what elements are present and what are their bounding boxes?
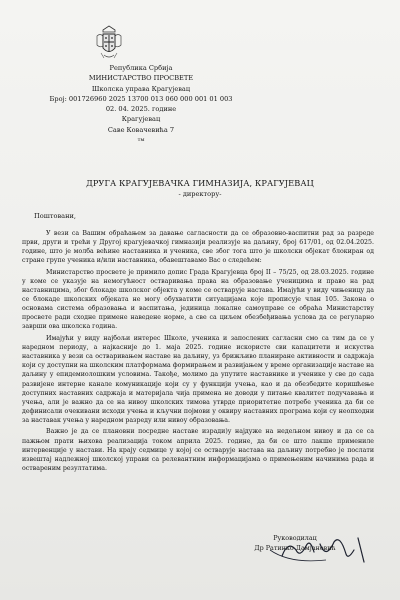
address: Саве Ковачевића 7: [107, 125, 175, 134]
ministry-name: МИНИСТАРСТВО ПРОСВЕТЕ: [88, 74, 194, 83]
reference-number: Број: 001726960 2025 13700 013 060 000 001 01 003: [49, 94, 233, 103]
coat-of-arms-icon: [94, 24, 124, 62]
office-name: Школска управа Крагујевац: [91, 84, 191, 93]
recipient-role: - директору-: [178, 190, 222, 198]
paragraph: Важно је да се плановни посредне наставе изради)у најдуже на недељном нивоу и да се са пажњом прати њихова реализација током априла 2025. године, да би се што лакше примениле интервенције у настави. На крају седмице у којој се остварује настава на даљину потребно је послати извештај надлежној школској управи са релевантним информацијама о примењеним начинима рада и оствареним резултатима.: [22, 428, 374, 472]
signatory-title: Руководилац: [273, 534, 317, 542]
letter-body: [22, 229, 374, 475]
tm-mark: тм: [137, 137, 145, 144]
city: Крагујевац: [121, 115, 161, 124]
greeting: Поштовани,: [34, 212, 76, 220]
paragraph: Министарство просвете је примило допис Града Крагујевца број II – 75/25, од 28.03.2025. године у коме се указује на немогућност остваривања права на образовање ученицима и право на рад наставницима, због блокаде школског објекта у коме се остварује настава. Имајући у виду чињеницу да се блокаде школских објеката не могу обухватити ситуацијама које прописује члан 105. Закона о основама система образовања и васпитања, јединица локалне самоуправе се обраћа Министарству просвете ради сходне примене наведене норме, а све са циљем обезбеђивања услова да се регуларно заврши ова школска година.: [22, 268, 374, 331]
republic-name: Република Србија: [109, 64, 173, 72]
paragraph: У вези са Вашим обраћањем за давање сагласности да се образовно-васпитни рад за разреде први, други и трећи у Другој крагујевачкој гимназији реализује на даљину, број 617/01, од 02.04.2025. године, што је молба већине наставника и ученика, све због тога што је школски објекат блокиран од стране групе ученика и/или наставника, обавештавамо Вас о следећем:: [22, 230, 374, 265]
signature-block: [240, 533, 350, 553]
signatory-name: Др Ратинко Дамјановић: [254, 544, 336, 552]
paragraph: Имајући у виду најбољи интерес Школе, ученика и запослених сагласни смо са тим да се у наредном периоду, а најкасније до 1. маја 2025. године искористе сви капацитети и искуства наставника у вези са остваривањем наставе на даљину, уз брижљиво планиране активности и садржаја који су доступни на школским платформама формирањем и развијањем у време организације наставе на даљину у епидемиолошким условима. Такође, молимо да упутите наставнике и ученике у све до сада развијене интерне канале комуникације који су у функцији учења, као и да обезбедите коришћење доступних наставних садржаја и материјала чија примена не доводи у питање квалитет подучавања и учења, али је важно да се на нивоу школских тимова утврде приоритетне потребе ученика да би се дефинисали очекивани исходи учења и кључни појмови у оквиру наставних програма који су неопходни за наставак учења у наредном разреду или нивоу образовања.: [22, 335, 374, 424]
letter-date: 02. 04. 2025. године: [105, 105, 177, 114]
recipient-school: ДРУГА КРАГУЈЕВАЧКА ГИМНАЗИЈА, КРАГУЈЕВАЦ: [86, 178, 314, 188]
sender-header: [49, 63, 233, 145]
